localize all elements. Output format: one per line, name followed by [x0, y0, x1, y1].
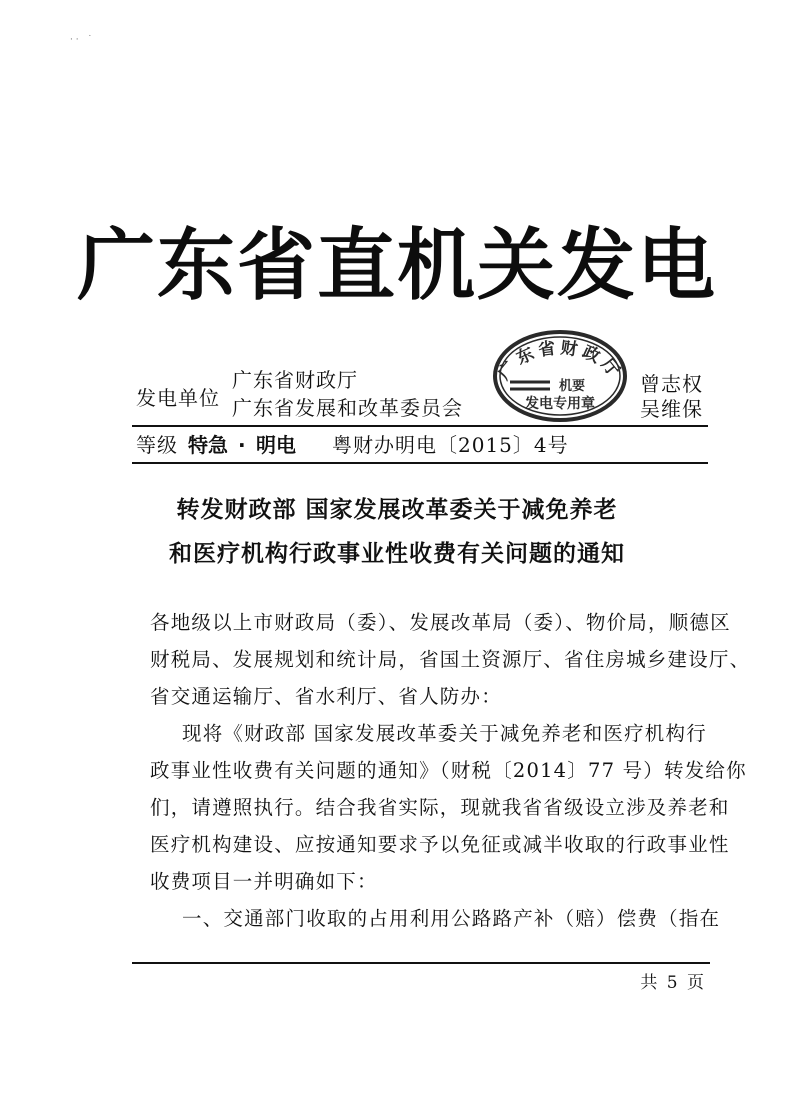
footer-divider	[132, 962, 710, 964]
grade-separator: ·	[238, 433, 246, 457]
page-count: 共 5 页	[640, 973, 706, 993]
body-line: 现将《财政部 国家发展改革委关于减免养老和医疗机构行	[182, 722, 707, 745]
grade-row	[136, 430, 708, 460]
sender-block	[136, 366, 711, 422]
document-number: 粤财办明电〔2015〕4号	[332, 433, 569, 457]
masthead-title: 广东省直机关发电	[76, 220, 717, 311]
sender-org-list	[232, 366, 463, 422]
body-line: 各地级以上市财政局（委）、发展改革局（委）、物价局，顺德区	[150, 611, 731, 634]
header-divider-top	[132, 425, 708, 427]
document-title	[90, 488, 704, 576]
body-line: 省交通运输厅、省水利厅、省人防办：	[150, 685, 502, 708]
signer-list	[640, 372, 703, 422]
title-line: 和医疗机构行政事业性收费有关问题的通知	[169, 541, 625, 567]
seal-line-2: 发电专用章	[525, 396, 595, 412]
document-body	[150, 604, 751, 937]
body-line: 政事业性收费有关问题的通知》（财税〔2014〕77 号）转发给你	[150, 759, 747, 782]
signer-name: 吴维保	[640, 397, 703, 421]
body-line: 们，请遵照执行。结合我省实际，现就我省省级设立涉及养老和	[150, 796, 730, 819]
title-line: 转发财政部 国家发展改革委关于减免养老	[176, 497, 618, 523]
sender-org: 广东省财政厅	[232, 368, 358, 392]
grade-label: 等级	[136, 433, 178, 457]
seal-line-1: 机要	[558, 379, 586, 394]
sender-org: 广东省发展和改革委员会	[232, 396, 463, 420]
body-line: 医疗机构建设、应按通知要求予以免征或减半收取的行政事业性	[150, 833, 730, 856]
urgency-value: 特急	[188, 433, 228, 457]
header-divider-bottom	[132, 462, 708, 464]
body-line: 财税局、发展规划和统计局，省国土资源厅、省住房城乡建设厅、	[150, 648, 751, 671]
telegram-type: 明电	[256, 433, 296, 457]
sender-label: 发电单位	[136, 386, 220, 410]
body-line: 一、交通部门收取的占用利用公路路产补（赔）偿费（指在	[182, 907, 721, 930]
signer-name: 曾志权	[640, 372, 703, 396]
body-line: 收费项目一并明确如下：	[150, 870, 378, 893]
scan-speckle: · · ˙	[70, 35, 93, 45]
seal-ring-text: 广东省财政厅	[494, 338, 626, 384]
